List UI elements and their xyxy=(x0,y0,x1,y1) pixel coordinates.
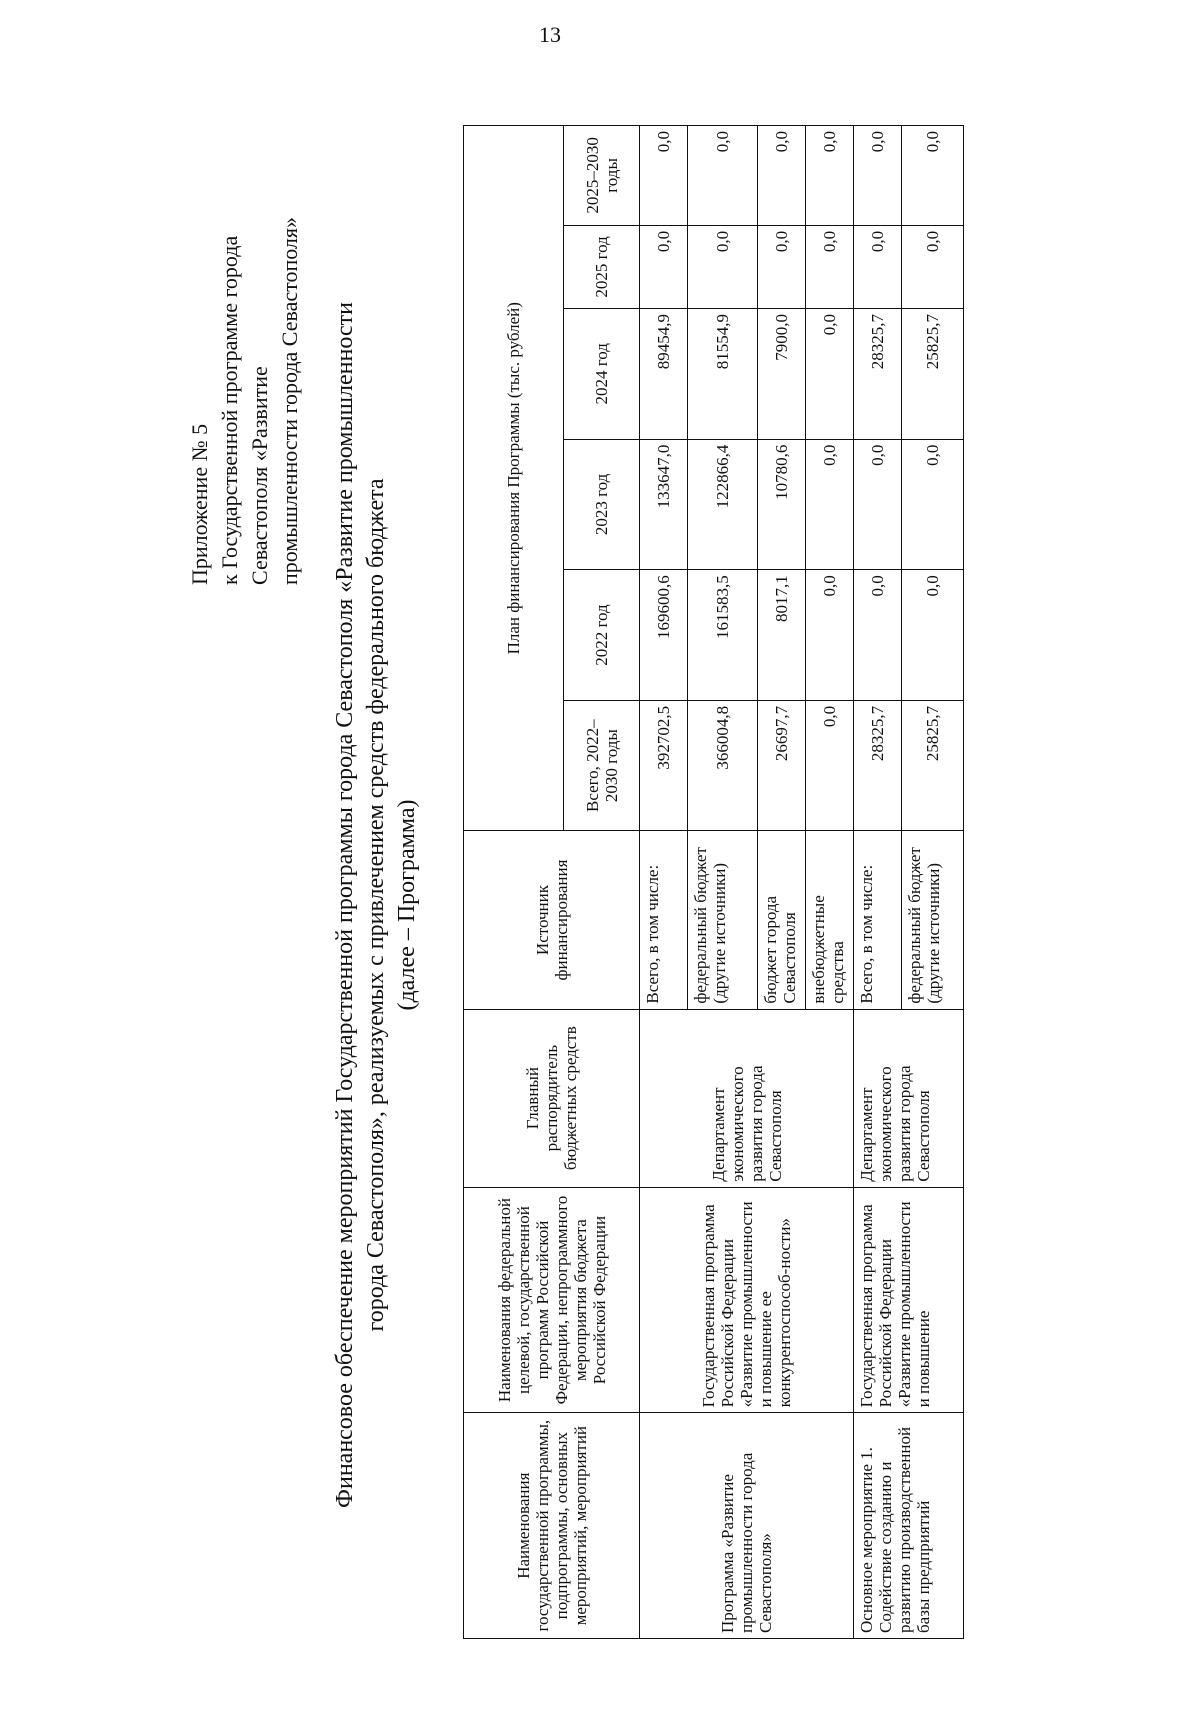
title-line: Финансовое обеспечение мероприятий Государственной программы города Севастополя «Развитие промышленности xyxy=(332,302,358,1508)
y2023-cell: 0,0 xyxy=(806,439,854,570)
header-2023: 2023 год xyxy=(564,439,640,570)
distributor-cell: Департамент экономического развития города Севастополя xyxy=(640,1009,854,1187)
total-cell: 26697,7 xyxy=(758,700,806,831)
header-2025: 2025 год xyxy=(564,225,640,308)
y2023-cell: 122866,4 xyxy=(688,439,758,570)
header-source: Источник финансирования xyxy=(464,831,640,1009)
y2024-cell: 28325,7 xyxy=(854,308,902,439)
y2023-cell: 10780,6 xyxy=(758,439,806,570)
page-number: 13 xyxy=(539,22,561,47)
appendix-line: к Государственной программе города xyxy=(217,235,242,585)
appendix-block xyxy=(185,155,305,585)
y2022-cell: 169600,6 xyxy=(640,570,688,701)
y2025-cell: 0,0 xyxy=(758,225,806,308)
y2022-cell: 161583,5 xyxy=(688,570,758,701)
document-title xyxy=(330,185,423,1625)
y2024-cell: 89454,9 xyxy=(640,308,688,439)
financing-table xyxy=(463,125,964,1639)
y2025-2030-cell: 0,0 xyxy=(640,126,688,226)
y2025-2030-cell: 0,0 xyxy=(854,126,902,226)
y2025-2030-cell: 0,0 xyxy=(688,126,758,226)
appendix-line: Приложение № 5 xyxy=(187,423,212,585)
y2022-cell: 0,0 xyxy=(902,570,964,701)
program-name-cell: Программа «Развитие промышленности города Севастополя» xyxy=(640,1413,854,1639)
y2023-cell: 0,0 xyxy=(854,439,902,570)
program-name-cell: Основное мероприятие 1. Содействие созданию и развитию производственной базы предприятий xyxy=(854,1413,964,1639)
y2025-cell: 0,0 xyxy=(854,225,902,308)
rotated-sheet xyxy=(65,105,1145,1665)
total-cell: 392702,5 xyxy=(640,700,688,831)
source-cell: Всего, в том числе: xyxy=(854,831,902,1009)
header-federal-program: Наименования федеральной целевой, государственной программ Российской Федерации, непрограммного мероприятия бюджета Российской Федерации xyxy=(464,1187,640,1413)
header-2022: 2022 год xyxy=(564,570,640,701)
total-cell: 25825,7 xyxy=(902,700,964,831)
total-cell: 366004,8 xyxy=(688,700,758,831)
title-line: города Севастополя», реализуемых с привлечением средств федерального бюджета xyxy=(363,478,389,1332)
y2025-2030-cell: 0,0 xyxy=(902,126,964,226)
y2022-cell: 0,0 xyxy=(806,570,854,701)
y2022-cell: 0,0 xyxy=(854,570,902,701)
y2024-cell: 81554,9 xyxy=(688,308,758,439)
appendix-line: Севастополя «Развитие xyxy=(247,366,272,585)
header-2024: 2024 год xyxy=(564,308,640,439)
y2024-cell: 0,0 xyxy=(806,308,854,439)
source-cell: внебюджетные средства xyxy=(806,831,854,1009)
federal-program-cell: Государственная программа Российской Федерации «Развитие промышленности и повышение xyxy=(854,1187,964,1413)
source-cell: федеральный бюджет (другие источники) xyxy=(688,831,758,1009)
table-row xyxy=(640,126,688,1639)
header-program-name: Наименования государственной программы, подпрограммы, основных мероприятий, мероприятий xyxy=(464,1413,640,1639)
y2025-cell: 0,0 xyxy=(640,225,688,308)
y2025-cell: 0,0 xyxy=(806,225,854,308)
y2025-cell: 0,0 xyxy=(688,225,758,308)
y2025-2030-cell: 0,0 xyxy=(806,126,854,226)
y2023-cell: 0,0 xyxy=(902,439,964,570)
y2025-cell: 0,0 xyxy=(902,225,964,308)
title-line: (далее – Программа) xyxy=(394,799,420,1011)
y2022-cell: 8017,1 xyxy=(758,570,806,701)
source-cell: Всего, в том числе: xyxy=(640,831,688,1009)
y2025-2030-cell: 0,0 xyxy=(758,126,806,226)
header-2025-2030: 2025–2030 годы xyxy=(564,126,640,226)
header-plan: План финансирования Программы (тыс. рублей) xyxy=(464,126,564,831)
appendix-line: промышленности города Севастополя» xyxy=(277,216,302,585)
total-cell: 0,0 xyxy=(806,700,854,831)
header-row xyxy=(464,126,564,1639)
table-row xyxy=(854,126,902,1639)
y2023-cell: 133647,0 xyxy=(640,439,688,570)
federal-program-cell: Государственная программа Российской Федерации «Развитие промышленности и повышение ее конкурентоспособ-ности» xyxy=(640,1187,854,1413)
source-cell: федеральный бюджет (другие источники) xyxy=(902,831,964,1009)
distributor-cell: Департамент экономического развития города Севастополя xyxy=(854,1009,964,1187)
source-cell: бюджет города Севастополя xyxy=(758,831,806,1009)
y2024-cell: 7900,0 xyxy=(758,308,806,439)
header-total: Всего, 2022–2030 годы xyxy=(564,700,640,831)
y2024-cell: 25825,7 xyxy=(902,308,964,439)
header-distributor: Главный распорядитель бюджетных средств xyxy=(464,1009,640,1187)
total-cell: 28325,7 xyxy=(854,700,902,831)
